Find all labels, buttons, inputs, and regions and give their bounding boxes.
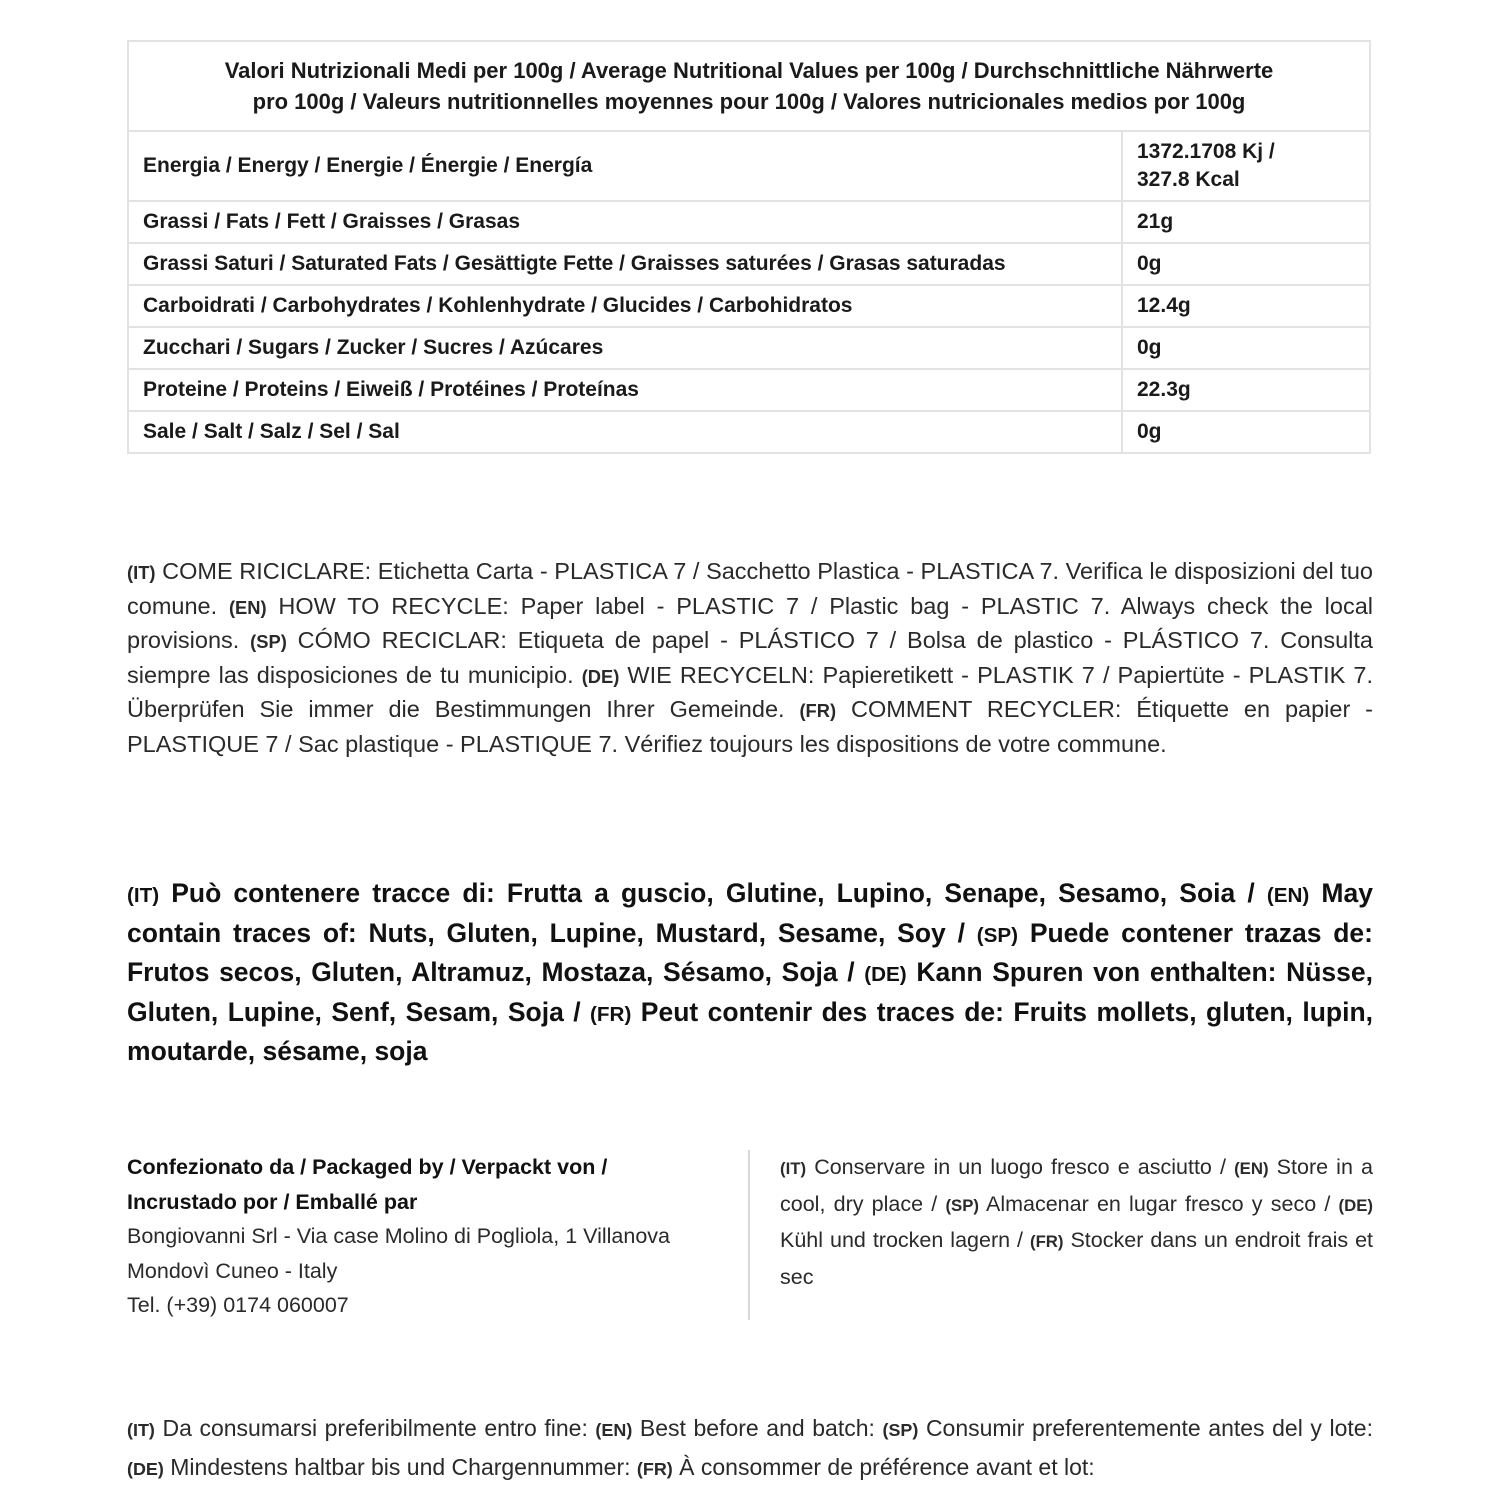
allergen-text: Peut contenir des traces de: Fruits mollets, gluten, lupin, moutarde, sésame, soja [127, 996, 1373, 1066]
best-before-text: Best before and batch: [632, 1415, 883, 1441]
nutrient-value: 21g [1122, 201, 1370, 243]
storage-text: Almacenar en lugar fresco y seco / [978, 1191, 1339, 1216]
allergen-text: May contain traces of: Nuts, Gluten, Lupine, Mustard, Sesame, Soy / [127, 878, 1373, 948]
nutrient-value: 12.4g [1122, 285, 1370, 327]
energy-kj-value: 1372.1708 Kj / [1137, 140, 1275, 163]
best-before-text: Mindestens haltbar bis und Chargennummer: [163, 1454, 637, 1480]
allergen-text: Kann Spuren von enthalten: Nüsse, Gluten, Lupine, Senf, Sesam, Soja / [127, 957, 1373, 1027]
language-tag: (DE) [581, 665, 620, 687]
nutrient-label: Grassi Saturi / Saturated Fats / Gesättigte Fette / Graisses saturées / Grasas saturadas [128, 243, 1122, 285]
storage-text: Stocker dans un endroit frais et sec [780, 1228, 1373, 1289]
language-tag: (DE) [864, 963, 907, 986]
language-tag: (SP) [976, 923, 1019, 947]
recycling-text: HOW TO RECYCLE: Paper label - PLASTIC 7 / Plastic bag - PLASTIC 7. Always check the local provisions. [127, 592, 1373, 654]
nutrient-value: 0g [1122, 327, 1370, 369]
allergen-warning [127, 875, 1373, 1071]
recycling-text: CÓMO RECICLAR: Etiqueta de papel - PLÁSTICO 7 / Bolsa de plastico - PLÁSTICO 7. Consulta siempre las disposiciones de tu municipio. [127, 627, 1373, 688]
language-tag: (IT) [127, 1420, 155, 1440]
nutrient-value [1122, 131, 1370, 201]
nutrition-table [127, 40, 1371, 454]
nutrient-label: Energia / Energy / Energie / Énergie / Energía [128, 131, 1122, 201]
language-tag: (DE) [1338, 1195, 1373, 1215]
language-tag: (SP) [945, 1195, 979, 1215]
nutrition-row [128, 411, 1370, 453]
nutrition-row [128, 243, 1370, 285]
recycling-text: COMMENT RECYCLER: Étiquette en papier - PLASTIQUE 7 / Sac plastique - PLASTIQUE 7. Vérifiez toujours les dispositions de votre commune. [127, 696, 1373, 757]
allergen-text: Può contenere tracce di: Frutta a guscio, Glutine, Lupino, Senape, Sesamo, Soia / [159, 878, 1267, 908]
recycling-instructions [127, 555, 1373, 762]
nutrient-value: 0g [1122, 243, 1370, 285]
energy-kcal-value: 327.8 Kcal [1137, 168, 1240, 191]
nutrition-row [128, 285, 1370, 327]
recycling-text: WIE RECYCELN: Papieretikett - PLASTIK 7 / Papiertüte - PLASTIK 7. Überprüfen Sie immer die Bestimmungen Ihrer Gemeinde. [127, 661, 1373, 723]
packager-phone: Tel. (+39) 0174 060007 [127, 1293, 349, 1317]
storage-instructions [780, 1150, 1373, 1294]
language-tag: (IT) [127, 562, 156, 583]
nutrition-row-energy [128, 131, 1370, 201]
packager-heading-line-1: Confezionato da / Packaged by / Verpackt von / [127, 1155, 608, 1179]
storage-text: Kühl und trocken lagern / [780, 1228, 1030, 1252]
best-before-text: À consommer de préférence avant et lot: [672, 1454, 1095, 1480]
nutrition-row [128, 327, 1370, 369]
storage-text: Store in a cool, dry place / [780, 1155, 1373, 1216]
nutrition-title-line-2: pro 100g / Valeurs nutritionnelles moyennes pour 100g / Valores nutricionales medios por 100g [252, 89, 1246, 114]
best-before-text: Da consumarsi preferibilmente entro fine: [154, 1415, 596, 1441]
allergen-text: Puede contener trazas de: Frutos secos, Gluten, Altramuz, Mostaza, Sésamo, Soja / [127, 917, 1373, 987]
language-tag: (EN) [1266, 884, 1310, 907]
language-tag: (IT) [780, 1159, 807, 1178]
nutrition-title-line-1: Valori Nutrizionali Medi per 100g / Average Nutritional Values per 100g / Durchschnittliche Nährwerte [224, 58, 1274, 83]
nutrition-table-title [128, 41, 1370, 131]
nutrient-label: Sale / Salt / Salz / Sel / Sal [128, 411, 1122, 453]
language-tag: (SP) [250, 631, 287, 653]
nutrient-label: Proteine / Proteins / Eiweiß / Protéines / Proteínas [128, 369, 1122, 411]
language-tag: (FR) [799, 700, 837, 722]
nutrition-row [128, 201, 1370, 243]
packager-info [127, 1150, 727, 1323]
best-before-text: Consumir preferentemente antes del y lote: [918, 1415, 1373, 1441]
packager-address-line-1: Bongiovanni Srl - Via case Molino di Pogliola, 1 Villanova [127, 1224, 671, 1248]
storage-text: Conservare in un luogo fresco e asciutto / [806, 1155, 1235, 1179]
column-divider [748, 1150, 750, 1320]
packager-heading-line-2: Incrustado por / Emballé par [127, 1189, 418, 1214]
nutrient-label: Zucchari / Sugars / Zucker / Sucres / Azúcares [128, 327, 1122, 369]
language-tag: (EN) [595, 1420, 633, 1440]
language-tag: (FR) [1029, 1232, 1064, 1251]
language-tag: (FR) [636, 1459, 673, 1479]
nutrient-label: Carboidrati / Carbohydrates / Kohlenhydrate / Glucides / Carbohidratos [128, 285, 1122, 327]
language-tag: (FR) [590, 1002, 632, 1026]
language-tag: (EN) [1234, 1159, 1269, 1178]
recycling-text: COME RICICLARE: Etichetta Carta - PLASTICA 7 / Sacchetto Plastica - PLASTICA 7. Verifica le disposizioni del tuo comune. [127, 558, 1373, 619]
nutrient-label: Grassi / Fats / Fett / Graisses / Grasas [128, 201, 1122, 243]
language-tag: (IT) [127, 884, 160, 907]
nutrition-row [128, 369, 1370, 411]
language-tag: (EN) [228, 596, 267, 618]
language-tag: (SP) [882, 1420, 919, 1440]
nutrient-value: 22.3g [1122, 369, 1370, 411]
packager-address-line-2: Mondovì Cuneo - Italy [127, 1258, 338, 1283]
nutrient-value: 0g [1122, 411, 1370, 453]
language-tag: (DE) [127, 1459, 164, 1479]
best-before-info [127, 1410, 1373, 1488]
